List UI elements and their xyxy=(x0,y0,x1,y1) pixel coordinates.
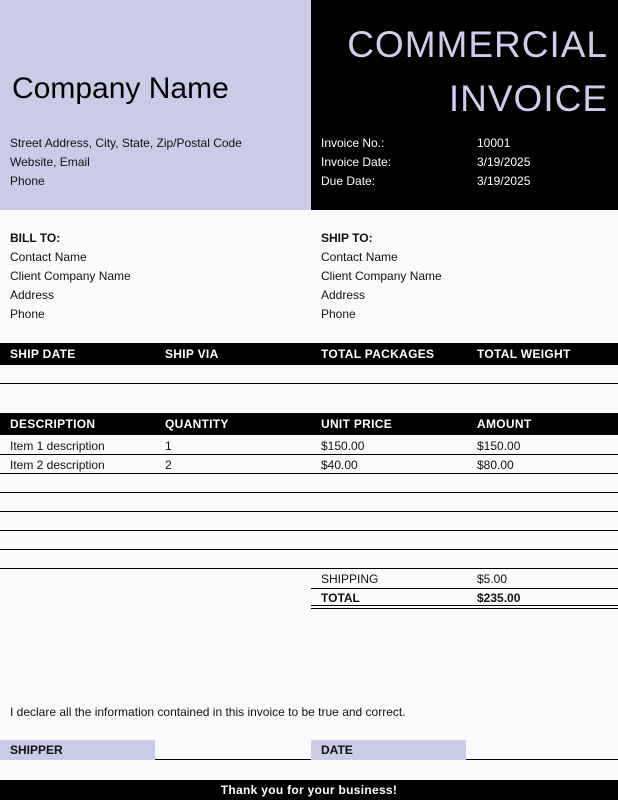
declaration-text: I declare all the information contained in this invoice to be true and correct. xyxy=(10,705,406,719)
items-row-divider xyxy=(0,473,618,474)
items-row-divider xyxy=(0,530,618,531)
totals-divider xyxy=(311,588,618,589)
company-address: Street Address, City, State, Zip/Postal Code xyxy=(10,136,242,150)
invoice-title-line2: INVOICE xyxy=(448,78,608,119)
item-1-unit-price: $150.00 xyxy=(321,439,365,453)
amount-header: AMOUNT xyxy=(477,417,532,431)
items-row-divider xyxy=(0,454,618,455)
total-underline-2 xyxy=(311,608,618,609)
item-1-description: Item 1 description xyxy=(10,439,105,453)
invoice-date-label: Invoice Date: xyxy=(321,155,392,169)
footer-bar xyxy=(0,780,618,800)
unit-price-header: UNIT PRICE xyxy=(321,417,393,431)
bill-to-heading: BILL TO: xyxy=(10,231,61,245)
items-row-divider xyxy=(0,511,618,512)
item-1-amount: $150.00 xyxy=(477,439,521,453)
invoice-title-line1: COMMERCIAL xyxy=(347,24,608,65)
bill-to-contact: Contact Name xyxy=(10,250,87,264)
company-name: Company Name xyxy=(12,72,229,105)
invoice-date-value: 3/19/2025 xyxy=(477,155,531,169)
ship-via-header: SHIP VIA xyxy=(165,347,219,361)
due-date-label: Due Date: xyxy=(321,174,376,188)
shipping-row-divider xyxy=(0,383,618,384)
total-label: TOTAL xyxy=(321,591,360,605)
items-table-header xyxy=(0,413,618,435)
ship-date-header: SHIP DATE xyxy=(10,347,76,361)
ship-to-heading: SHIP TO: xyxy=(321,231,373,245)
item-2-unit-price: $40.00 xyxy=(321,458,358,472)
bill-to-company: Client Company Name xyxy=(10,269,131,283)
invoice-title xyxy=(347,18,608,126)
bill-to-address: Address xyxy=(10,288,55,302)
due-date-value: 3/19/2025 xyxy=(477,174,531,188)
footer-thanks: Thank you for your business! xyxy=(220,783,398,797)
bill-to-phone: Phone xyxy=(10,307,45,321)
ship-to-contact: Contact Name xyxy=(321,250,398,264)
invoice-no-value: 10001 xyxy=(477,136,511,150)
shipper-label: SHIPPER xyxy=(10,743,63,757)
company-phone: Phone xyxy=(10,174,45,188)
total-packages-header: TOTAL PACKAGES xyxy=(321,347,435,361)
company-web-email: Website, Email xyxy=(10,155,90,169)
shipping-label: SHIPPING xyxy=(321,572,379,586)
description-header: DESCRIPTION xyxy=(10,417,96,431)
items-row-divider xyxy=(0,549,618,550)
invoice-no-label: Invoice No.: xyxy=(321,136,385,150)
total-underline-1 xyxy=(311,605,618,606)
ship-to-company: Client Company Name xyxy=(321,269,442,283)
shipping-value: $5.00 xyxy=(477,572,508,586)
item-2-amount: $80.00 xyxy=(477,458,514,472)
item-2-description: Item 2 description xyxy=(10,458,105,472)
items-row-divider xyxy=(0,492,618,493)
item-1-quantity: 1 xyxy=(165,439,172,453)
date-label: DATE xyxy=(321,743,353,757)
total-value: $235.00 xyxy=(477,591,521,605)
quantity-header: QUANTITY xyxy=(165,417,229,431)
ship-to-phone: Phone xyxy=(321,307,356,321)
items-row-divider xyxy=(0,568,618,569)
item-2-quantity: 2 xyxy=(165,458,172,472)
shipper-signature-line xyxy=(155,759,311,760)
shipping-table-header xyxy=(0,343,618,365)
date-signature-line xyxy=(466,759,618,760)
total-weight-header: TOTAL WEIGHT xyxy=(477,347,571,361)
ship-to-address: Address xyxy=(321,288,366,302)
